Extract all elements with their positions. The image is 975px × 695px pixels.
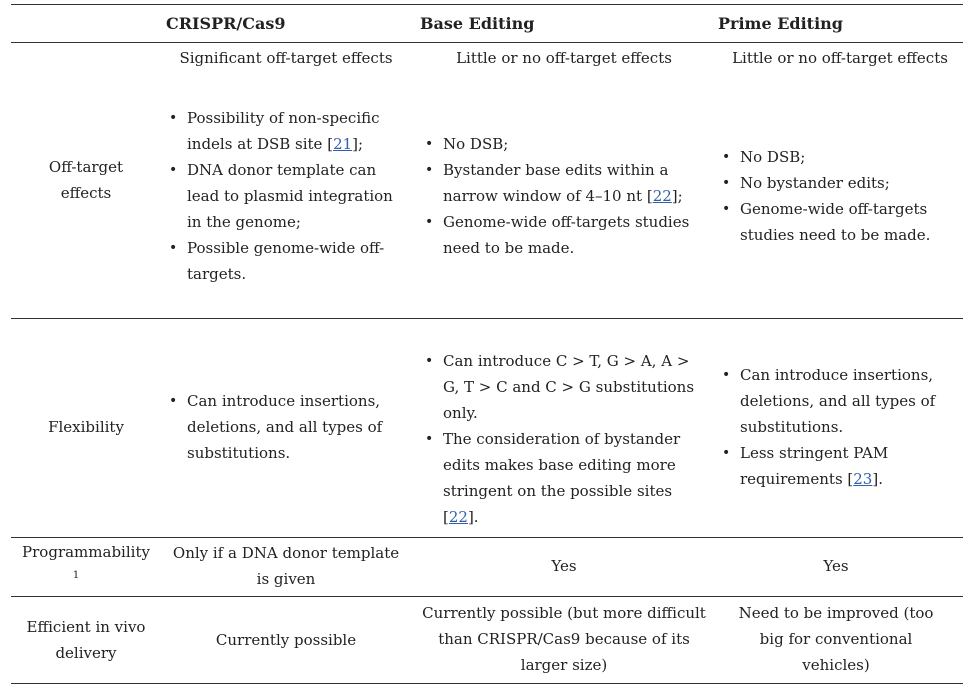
list-item [443,426,706,530]
citation-link[interactable]: 22 [652,187,672,205]
prime-flexibility-list [718,362,958,492]
row-label-programmability [14,540,158,591]
list-item [187,235,410,287]
list-item [443,209,706,261]
list-item [187,157,410,235]
base-delivery: Currently possible (but more difficult than CRISPR/Cas9 because of its larger size) [422,604,706,674]
crispr-programmability: Only if a DNA donor template is given [172,544,400,588]
list-item-text: Bystander base edits within a narrow window of 4–10 nt [ [443,161,669,205]
row-label-off-target: Off-target effects [48,158,124,202]
list-item-text: Can introduce insertions, deletions, and all types of substitutions. [187,392,383,462]
base-flexibility-list [421,348,706,530]
header-base-editing: Base Editing [420,14,535,33]
list-item-text: No DSB; [443,135,509,153]
row-divider [11,596,963,597]
table-bottom-rule [11,683,963,684]
footnote-marker: 1 [72,570,80,581]
list-item-text: ]. [467,508,479,526]
row-divider [11,318,963,319]
list-item [740,196,963,248]
header-crispr: CRISPR/Cas9 [166,14,286,33]
list-item [740,362,958,440]
list-item-text: No bystander edits; [740,174,890,192]
list-item-text: Genome-wide off-targets studies need to be made. [740,200,931,244]
list-item [740,144,963,170]
list-item-text: Can introduce insertions, deletions, and all types of substitutions. [740,366,936,436]
list-item [443,131,706,157]
crispr-off-target-summary: Significant off-target effects [179,49,393,67]
list-item-text: No DSB; [740,148,806,166]
table-top-rule [11,4,963,5]
prime-off-target-list [718,144,963,248]
header-bottom-rule [11,42,963,43]
citation-link[interactable]: 22 [448,508,468,526]
base-off-target-list [421,131,706,261]
citation-link[interactable]: 23 [853,470,873,488]
crispr-flexibility-list [165,388,400,466]
crispr-off-target-list [165,105,410,287]
row-label-delivery: Efficient in vivo delivery [26,618,146,662]
list-item [740,440,958,492]
list-item-text: The consideration of bystander edits makes base editing more stringent on the possible sites [ [443,430,681,526]
list-item-text: ]; [671,187,683,205]
prime-off-target-summary: Little or no off-target effects [732,49,948,67]
prime-programmability: Yes [823,557,849,575]
list-item-text: DNA donor template can lead to plasmid integration in the genome; [187,161,393,231]
list-item-text: Genome-wide off-targets studies need to be made. [443,213,690,257]
row-divider [11,537,963,538]
list-item [443,348,706,426]
list-item-text: Less stringent PAM requirements [ [740,444,889,488]
header-prime-editing: Prime Editing [718,14,843,33]
base-programmability: Yes [551,557,577,575]
list-item [740,170,963,196]
citation-link[interactable]: 21 [333,135,353,153]
list-item-text: ]. [872,470,883,488]
list-item [187,388,400,466]
list-item-text: Can introduce C > T, G > A, A > G, T > C and C > G substitutions only. [443,352,695,422]
list-item [187,105,410,157]
row-label-flexibility: Flexibility [48,418,124,436]
list-item-text: ]; [352,135,364,153]
list-item [443,157,706,209]
base-off-target-summary: Little or no off-target effects [456,49,672,67]
crispr-delivery: Currently possible [215,631,357,649]
programmability-label: Programmability [22,543,150,561]
list-item-text: Possibility of non-specific indels at DSB site [ [187,109,380,153]
prime-delivery: Need to be improved (too big for conventional vehicles) [738,604,934,674]
list-item-text: Possible genome-wide off-targets. [187,239,385,283]
